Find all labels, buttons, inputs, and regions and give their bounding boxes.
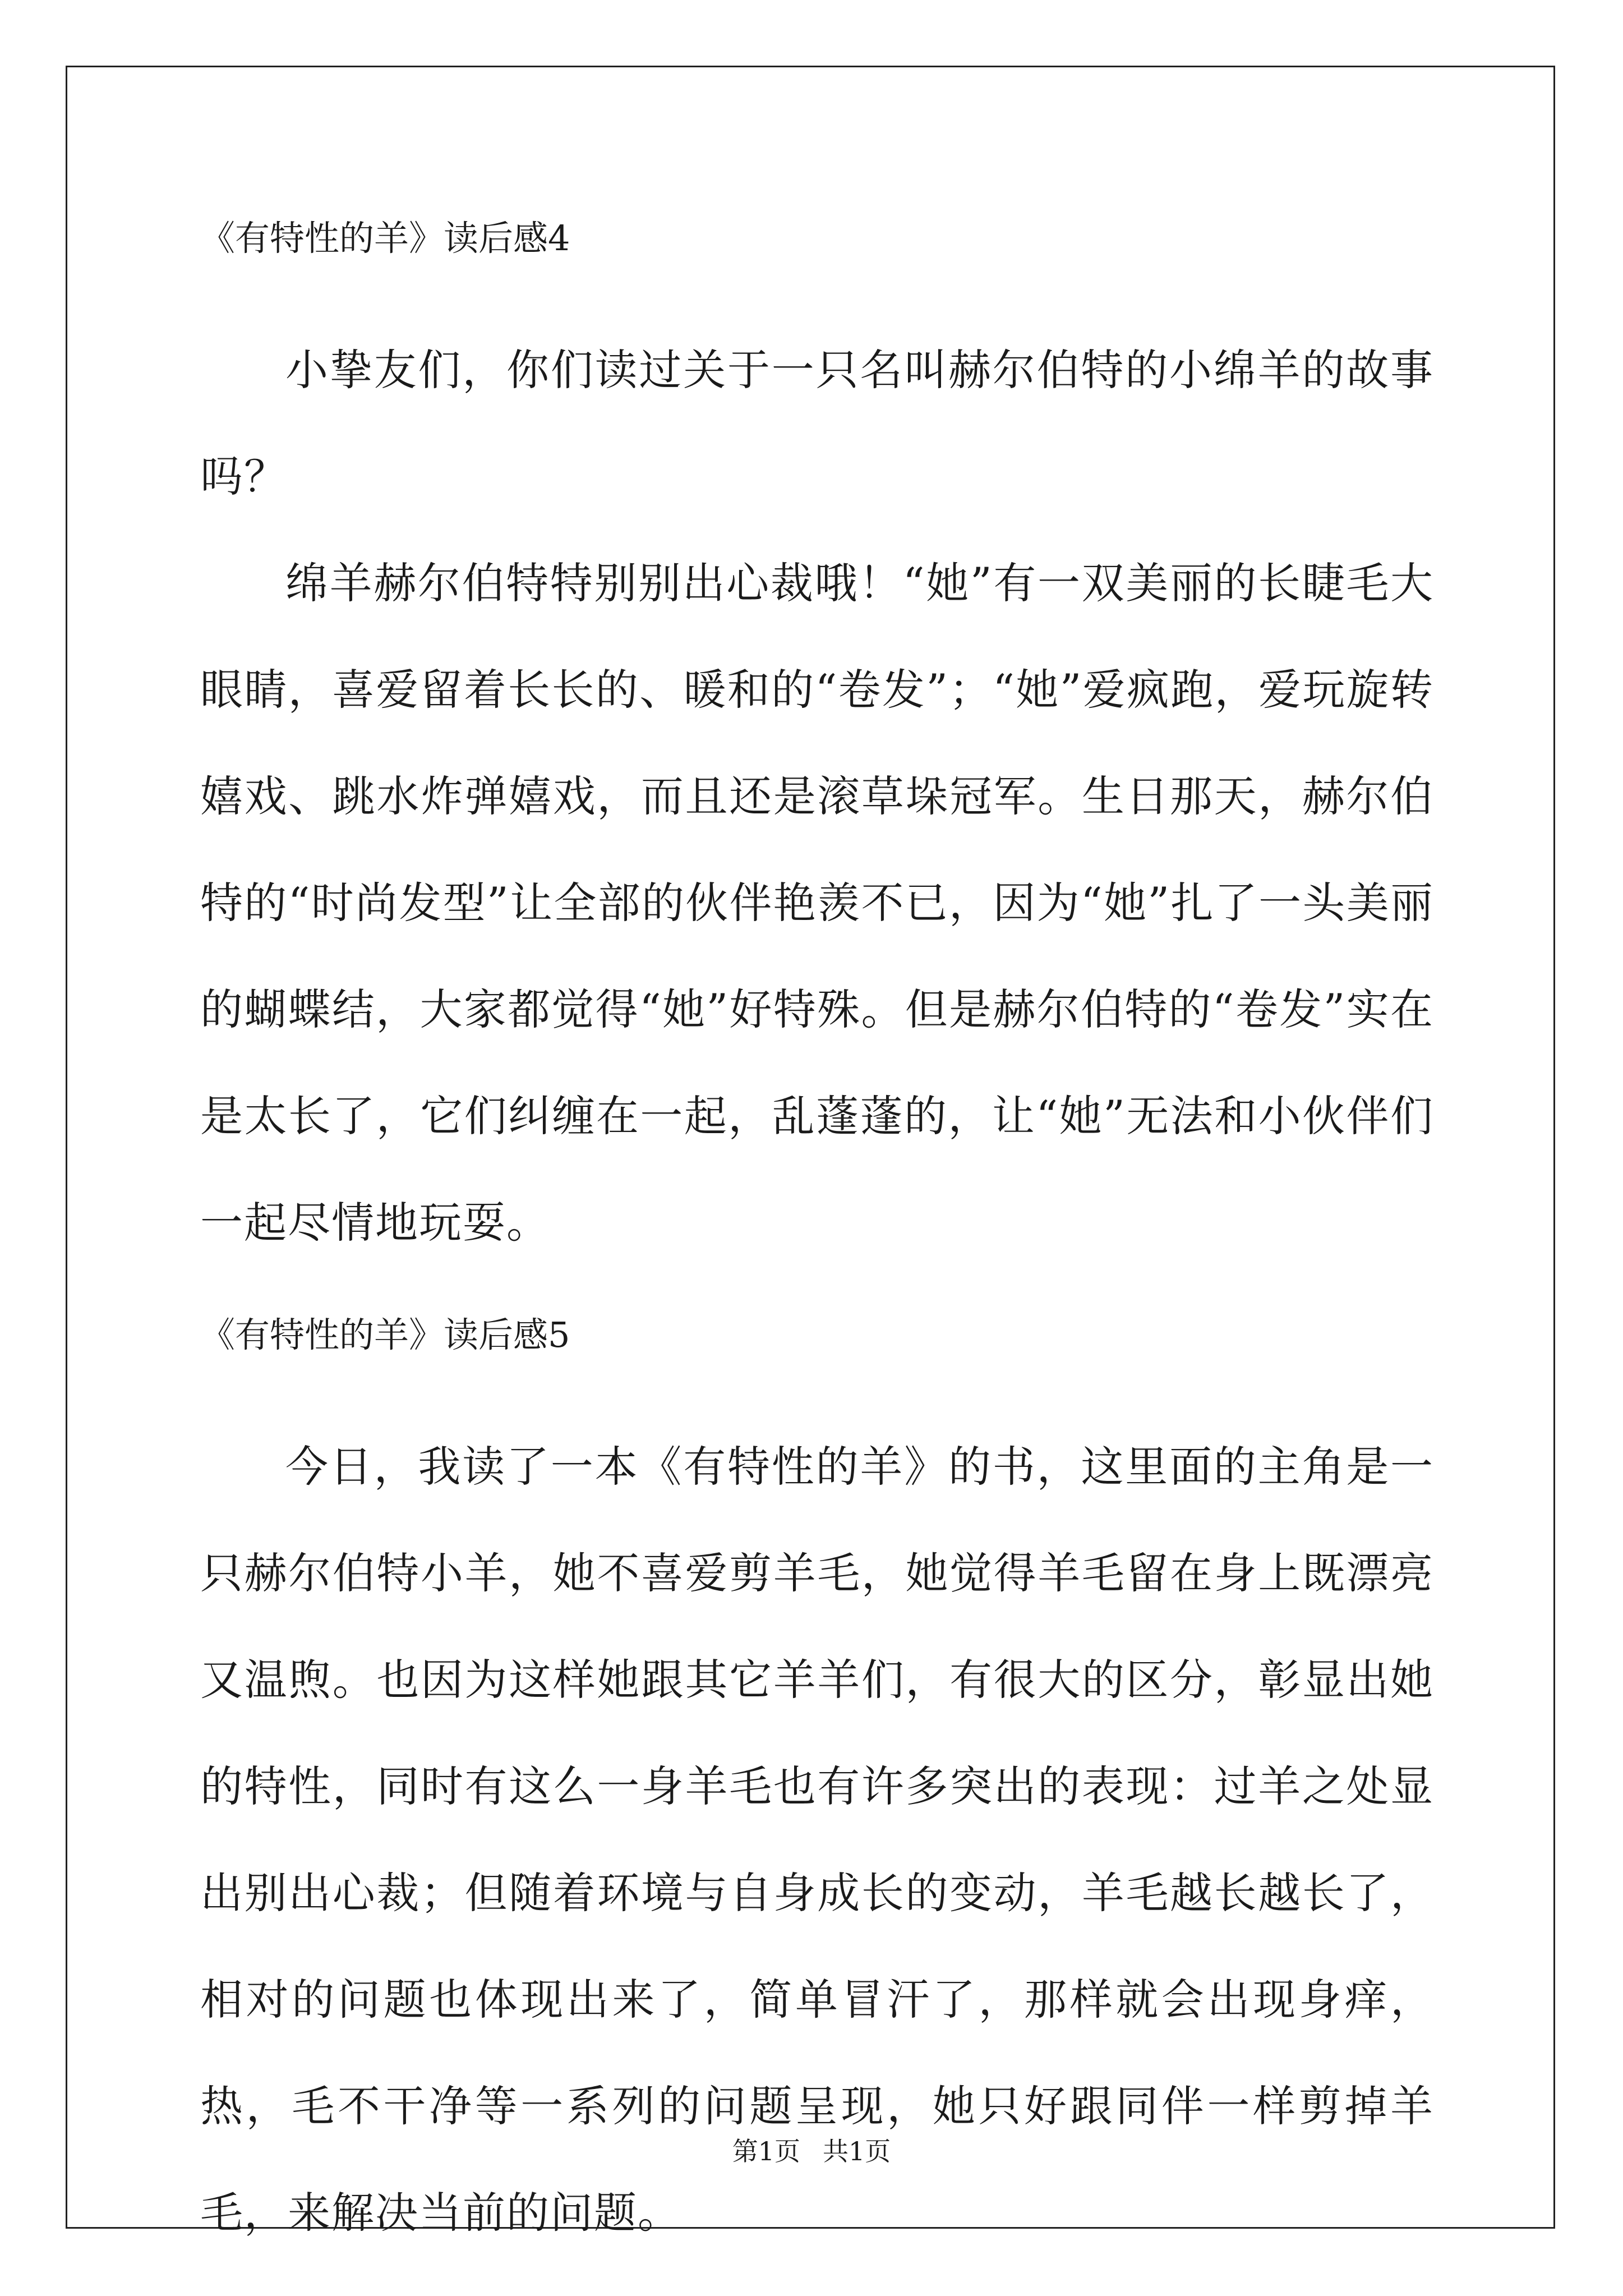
- section-title-4: 《有特性的羊》读后感4: [200, 218, 570, 259]
- paragraph: 小挚友们，你们读过关于一只名叫赫尔伯特的小绵羊的故事吗？: [200, 345, 1434, 501]
- document-body: [200, 213, 1434, 2266]
- paragraph: 绵羊赫尔伯特特别别出心裁哦！“她”有一双美丽的长睫毛大眼睛，喜爱留着长长的、暖和的“卷发”；“她”爱疯跑，爱玩旋转嬉戏、跳水炸弹嬉戏，而且还是滚草垛冠军。生日那天，赫尔伯特的“时尚发型”让全部的伙伴艳羡不已，因为“她”扎了一头美丽的蝴蝶结，大家都觉得“她”好特殊。但是赫尔伯特的“卷发”实在是太长了，它们纠缠在一起，乱蓬蓬的，让“她”无法和小伙伴们一起尽情地玩耍。: [200, 558, 1434, 1248]
- page-footer: [0, 2134, 1623, 2168]
- paragraph: 今日，我读了一本《有特性的羊》的书，这里面的主角是一只赫尔伯特小羊，她不喜爱剪羊毛，她觉得羊毛留在身上既漂亮又温煦。也因为这样她跟其它羊羊们，有很大的区分，彰显出她的特性，同时有这么一身羊毛也有许多突出的表现：过羊之处显出别出心裁；但随着环境与自身成长的变动，羊毛越长越长了，相对的问题也体现出来了，简单冒汗了，那样就会出现身痒，热，毛不干净等一系列的问题呈现，她只好跟同伴一样剪掉羊毛，来解决当前的问题。: [200, 1442, 1434, 2238]
- section-title-5: 《有特性的羊》读后感5: [200, 1314, 570, 1355]
- page-number: 第1页: [732, 2136, 800, 2166]
- page-total: 共1页: [823, 2136, 891, 2166]
